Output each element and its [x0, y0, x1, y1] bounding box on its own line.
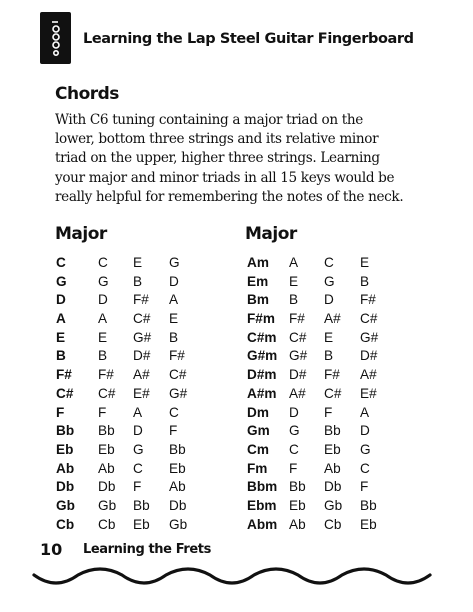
chord-note-cell: C	[360, 460, 370, 476]
chord-key-cell: Bb	[56, 423, 75, 439]
chord-note-cell: A#	[360, 367, 377, 383]
chord-note-cell: Db	[324, 479, 342, 495]
chord-note-cell: C	[133, 460, 143, 476]
paragraph-line: triad on the upper, higher three strings. Learning	[55, 150, 380, 167]
chord-note-cell: C#	[98, 385, 116, 401]
right-table-heading: Major	[245, 224, 297, 244]
chord-key-cell: Am	[247, 255, 269, 270]
chord-note-cell: Ab	[324, 460, 341, 476]
chord-key-cell: G	[56, 273, 67, 289]
chord-note-cell: Eb	[133, 516, 150, 532]
chord-note-cell: E	[289, 273, 299, 289]
chord-note-cell: Eb	[98, 441, 115, 457]
chord-note-cell: B	[360, 273, 370, 289]
spiral-binding-icon	[48, 20, 64, 56]
chord-key-cell: Eb	[56, 441, 74, 457]
chord-key-cell: Cm	[247, 441, 269, 457]
chord-key-cell: D#m	[247, 367, 277, 383]
chord-note-cell: Eb	[360, 516, 377, 532]
chord-key-cell: D	[56, 292, 66, 308]
chord-note-cell: A#	[324, 311, 341, 327]
chord-key-cell: A	[56, 311, 66, 327]
chord-note-cell: D	[133, 423, 143, 439]
chord-note-cell: D#	[360, 348, 378, 364]
chord-note-cell: Bb	[289, 479, 306, 495]
chord-note-cell: B	[133, 273, 143, 289]
chord-note-cell: G	[289, 423, 300, 439]
chord-note-cell: D	[360, 423, 370, 439]
chord-note-cell: F	[360, 479, 369, 495]
chord-note-cell: Bb	[169, 441, 186, 457]
chord-note-cell: C#	[360, 311, 378, 327]
running-header: Learning the Lap Steel Guitar Fingerboard	[83, 31, 414, 47]
chord-note-cell: F#	[169, 348, 185, 364]
chord-note-cell: Ab	[98, 460, 115, 476]
chord-key-cell: F#m	[247, 311, 275, 327]
chord-note-cell: A	[169, 292, 179, 308]
chord-note-cell: C#	[169, 367, 187, 383]
chord-note-cell: Eb	[169, 460, 186, 476]
chord-note-cell: Bb	[133, 497, 150, 513]
chord-note-cell: Ab	[289, 516, 306, 532]
left-table-heading: Major	[55, 224, 107, 244]
section-paragraph	[55, 111, 425, 207]
chord-key-cell: Bbm	[247, 479, 278, 495]
chord-note-cell: G#	[133, 329, 152, 345]
chord-note-cell: Gb	[324, 497, 343, 513]
chord-key-cell: Gm	[247, 423, 270, 439]
running-footer: Learning the Frets	[83, 542, 211, 557]
chapter-tab	[40, 12, 71, 64]
chord-key-cell: E	[56, 329, 66, 345]
chord-note-cell: E#	[360, 385, 377, 401]
paragraph-line: really helpful for remembering the notes of the neck.	[55, 188, 404, 205]
chord-note-cell: E	[133, 255, 143, 270]
chord-note-cell: A#	[289, 385, 306, 401]
chord-note-cell: C	[324, 255, 334, 270]
chord-note-cell: D	[98, 292, 108, 308]
chord-note-cell: Db	[98, 479, 116, 495]
chord-key-cell: Db	[56, 479, 75, 495]
chord-note-cell: Cb	[98, 516, 116, 532]
chord-note-cell: C#	[133, 311, 151, 327]
chord-note-cell: B	[324, 348, 334, 364]
chord-key-cell: Gb	[56, 497, 75, 513]
chord-note-cell: A	[289, 255, 299, 270]
chord-note-cell: D	[169, 273, 179, 289]
chord-key-cell: Em	[247, 273, 269, 289]
chord-key-cell: G#m	[247, 348, 278, 364]
chord-key-cell: A#m	[247, 385, 277, 401]
paragraph-line: lower, bottom three strings and its relative minor	[55, 131, 379, 148]
chord-key-cell: C#m	[247, 329, 277, 345]
chord-key-cell: F	[56, 404, 65, 420]
chord-note-cell: C	[98, 255, 108, 270]
paragraph-line: With C6 tuning containing a major triad on the	[55, 112, 363, 128]
chord-note-cell: F	[324, 404, 333, 420]
chord-note-cell: D	[289, 404, 299, 420]
chord-note-cell: F	[169, 423, 178, 439]
chord-note-cell: G#	[169, 385, 188, 401]
chord-note-cell: Bb	[98, 423, 115, 439]
chord-note-cell: G	[133, 441, 144, 457]
chord-note-cell: Ab	[169, 479, 186, 495]
chord-note-cell: G#	[289, 348, 308, 364]
chord-note-cell: F#	[324, 367, 340, 383]
chord-note-cell: A	[98, 311, 108, 327]
section-title: Chords	[55, 84, 119, 104]
chord-note-cell: F	[289, 460, 298, 476]
chord-note-cell: F	[133, 479, 142, 495]
chord-note-cell: C#	[289, 329, 307, 345]
chord-note-cell: B	[169, 329, 179, 345]
chord-note-cell: B	[289, 292, 299, 308]
chord-note-cell: F#	[133, 292, 149, 308]
chord-note-cell: Eb	[324, 441, 341, 457]
chord-note-cell: D#	[133, 348, 151, 364]
chord-note-cell: A	[133, 404, 143, 420]
chord-note-cell: Eb	[289, 497, 306, 513]
chord-note-cell: G	[324, 273, 335, 289]
chord-key-cell: B	[56, 348, 66, 364]
chord-key-cell: C	[56, 255, 66, 270]
chord-note-cell: B	[98, 348, 108, 364]
chord-key-cell: Fm	[247, 460, 268, 476]
chord-note-cell: G	[98, 273, 109, 289]
chord-note-cell: C	[289, 441, 299, 457]
chord-note-cell: E	[169, 311, 179, 327]
chord-note-cell: F#	[98, 367, 114, 383]
chord-note-cell: Db	[169, 497, 187, 513]
chord-note-cell: D#	[289, 367, 307, 383]
chord-key-cell: Ebm	[247, 497, 277, 513]
chord-note-cell: Gb	[169, 516, 188, 532]
chord-note-cell: G	[169, 255, 180, 270]
chord-note-cell: Bb	[360, 497, 377, 513]
chord-note-cell: G	[360, 441, 371, 457]
wavy-line-icon	[30, 561, 440, 595]
chord-note-cell: Cb	[324, 516, 342, 532]
chord-note-cell: E#	[133, 385, 150, 401]
chord-note-cell: E	[324, 329, 334, 345]
chord-note-cell: D	[324, 292, 334, 308]
chord-note-cell: E	[360, 255, 370, 270]
chord-note-cell: A#	[133, 367, 150, 383]
chord-key-cell: Dm	[247, 404, 269, 420]
chord-note-cell: F	[98, 404, 107, 420]
chord-key-cell: Bm	[247, 292, 269, 308]
chord-note-cell: F#	[360, 292, 376, 308]
chord-note-cell: A	[360, 404, 370, 420]
paragraph-line: your major and minor triads in all 15 keys would be	[55, 169, 395, 186]
chord-note-cell: Bb	[324, 423, 341, 439]
chord-key-cell: Cb	[56, 516, 75, 532]
chord-key-cell: Ab	[56, 460, 75, 476]
page-number: 10	[40, 540, 63, 559]
chord-note-cell: E	[98, 329, 108, 345]
chord-key-cell: F#	[56, 367, 72, 383]
chord-note-cell: Gb	[98, 497, 117, 513]
chord-note-cell: F#	[289, 311, 305, 327]
chord-key-cell: Abm	[247, 516, 278, 532]
chord-note-cell: C#	[324, 385, 342, 401]
chord-key-cell: C#	[56, 385, 74, 401]
chord-note-cell: C	[169, 404, 179, 420]
chord-note-cell: G#	[360, 329, 379, 345]
